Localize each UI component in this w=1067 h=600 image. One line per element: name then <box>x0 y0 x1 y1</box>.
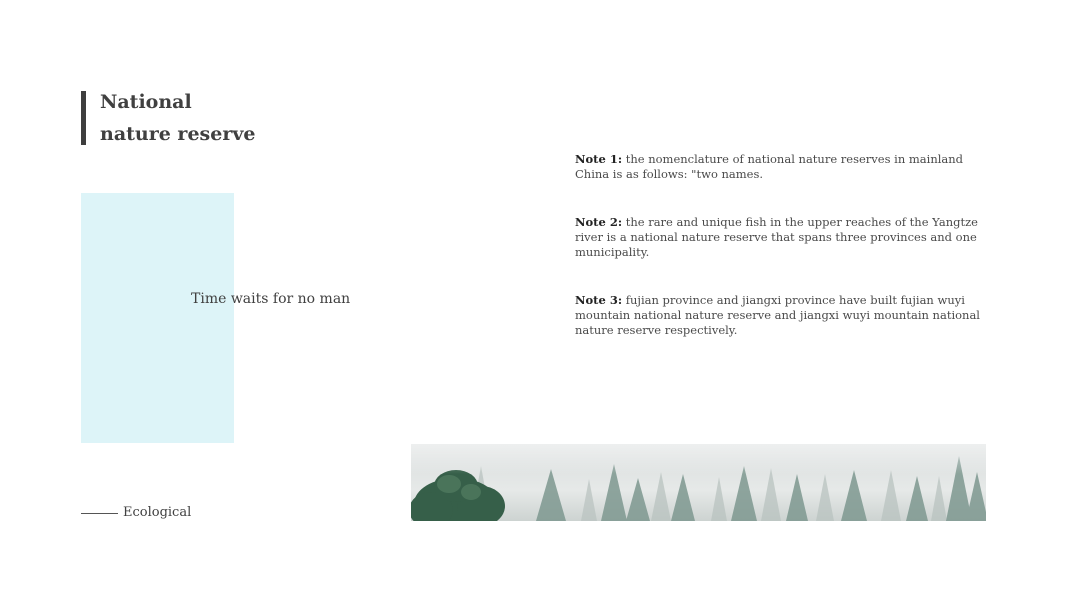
note-2-label: Note 2: <box>575 215 623 229</box>
footer-label: Ecological <box>123 505 192 520</box>
forest-illustration <box>411 444 986 521</box>
notes-list <box>575 152 987 338</box>
note-1-text: the nomenclature of national nature reserves in mainland China is as follows: "two names. <box>575 152 964 181</box>
note-2 <box>575 215 987 260</box>
note-1-label: Note 1: <box>575 152 623 166</box>
title-accent-bar <box>81 91 86 145</box>
note-3-label: Note 3: <box>575 293 623 307</box>
note-3-text: fujian province and jiangxi province have built fujian wuyi mountain national nature reserve and jiangxi wuyi mountain national nature reserve respectively. <box>575 293 980 337</box>
footer-divider <box>81 513 118 514</box>
note-2-text: the rare and unique fish in the upper reaches of the Yangtze river is a national nature reserve that spans three provinces and one municipality. <box>575 215 978 259</box>
note-3 <box>575 293 987 338</box>
forest-image <box>411 444 986 521</box>
note-1 <box>575 152 987 182</box>
page-title-line-1: National <box>100 91 192 113</box>
page-title-line-2: nature reserve <box>100 123 256 145</box>
page-title <box>100 86 255 150</box>
accent-color-block <box>81 193 234 443</box>
tagline: Time waits for no man <box>191 291 351 307</box>
